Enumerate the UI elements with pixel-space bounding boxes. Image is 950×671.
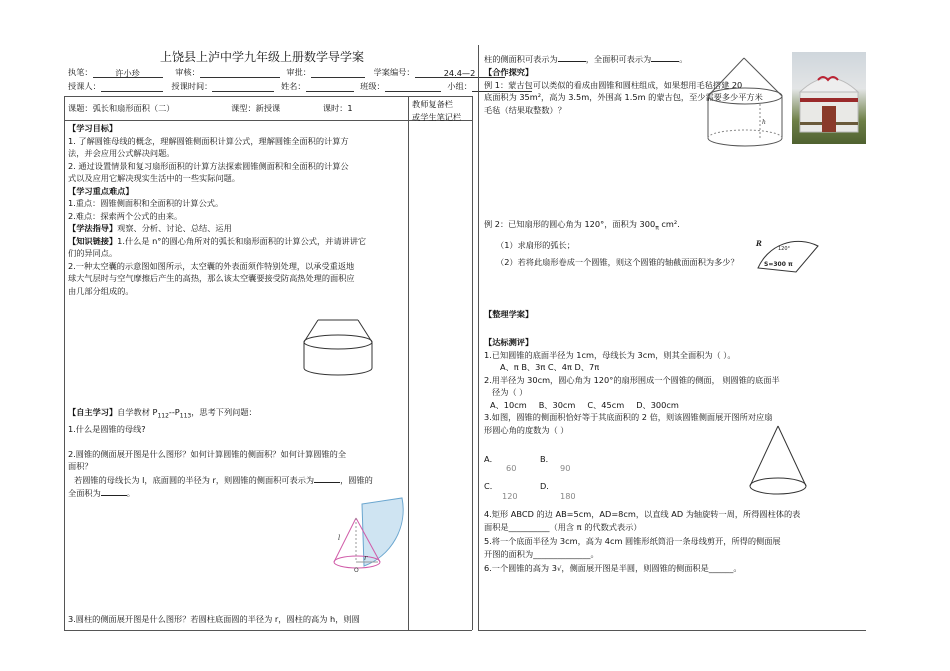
t3-option-a-val: 60 xyxy=(506,463,517,473)
right-top: 柱的侧面积可表示为 ，全面积可表示为 。 xyxy=(484,54,688,64)
label-o: O xyxy=(354,567,359,574)
fan-area-label: S=300 π xyxy=(764,261,793,268)
key-heading: 【学习重点难点】 xyxy=(68,185,134,196)
page-title: 上饶县上泸中学九年级上册数学导学案 xyxy=(160,50,365,64)
capsule-figure xyxy=(300,318,380,380)
label-r: r xyxy=(364,554,368,562)
meta-row-1: 执笔： 许小珍 审核： 审批： 学案编号： 24.4—2 xyxy=(68,66,505,78)
topic-row: 课题：弧长和扇形面积（二） 课型：新授课 课时：1 xyxy=(68,103,353,113)
label-h: h xyxy=(762,119,766,126)
t3-option-d: D． xyxy=(540,481,555,491)
label-l: l xyxy=(338,534,341,542)
coop-section: 【合作探究】 例 1：蒙古包可以类似的看成由圆锥和圆柱组成，如果想用毛毡搭建 20 底面积为 35m²，高为 3.5m，外围高 1.5m 的蒙古包，至少需要多少平方米 毛毡（结果取整数）？ xyxy=(484,67,763,115)
fan-radius-label: R xyxy=(756,239,762,248)
t3-option-d-val: 180 xyxy=(560,491,576,501)
yurt-photo xyxy=(792,52,866,144)
meta-row-2: 授课人： 授课时间： 姓名： 班级： 小组： xyxy=(68,80,532,92)
goals-heading: 【学习目标】 xyxy=(68,123,118,133)
self-study: 【自主学习】自学教材 $P_{112}--P_{113}$，思考下列问题： 1.什么是圆锥的母线? 2.圆锥的侧面展开图是什么图形？如何计算圆锥的侧面积？如何计算圆锥的全 面积？ 若圆锥的母线长为 l，底面圆的半径为 r，则圆锥的侧面积可表示为 ，圆锥的 全面积为 。 xyxy=(68,407,373,499)
cone-sector-figure xyxy=(318,490,408,590)
t3-option-b-val: 90 xyxy=(560,463,571,473)
t3-option-a: A． xyxy=(484,454,498,464)
fan-angle-label: 120° xyxy=(778,246,791,252)
author-field: 许小珍 xyxy=(93,67,163,78)
left-content: 【学习目标】 1. 了解圆锥母线的概念，理解圆锥侧面积计算公式，理解圆锥全面积的计算方 法，并会应用公式解决问题。 2. 通过设置情景和复习扇形面积的计算方法探索圆锥侧面积和全面积的计算公 式以及应用它解决现实生活中的一些实际问题。 【学习重点难点】 1.重点：圆锥侧面积和全面积的计算公式。 2.难点：探索两个公式的由来。 【学法指导】观察、分析、讨论、总结、运用 【知识链接】1.什么是 n°的圆心角所对的弧长和扇形面积的计算公式，并请讲讲它 们的异同点。 2.一种太空囊的示意图如图所示，太空囊的外表面须作特别处理，以承受重返地 球大气层时与空气摩擦后产生的高热，那么该太空囊要接受防高热处理的面积应 由几部分组成的。 xyxy=(68,122,404,297)
test-section: 【达标测评】 1.已知圆锥的底面半径为 1cm，母线长为 3cm，则其全面积为（ ）。 A、π B、3π C、4π D、7π 2.用半径为 30cm，圆心角为 120°的扇形围成一个圆锥的侧面， 则圆锥的底面半 径为（ ） A、10cm B、30cm C、45cm D、300cm 3.如图，圆锥的侧面积恰好等于其底面积的 2 倍，则该圆锥侧面展开图所对应扇 形圆心角的度数为（ ） xyxy=(484,337,780,435)
example-2: 例 2：已知扇形的圆心角为 120°，面积为 $300_\pi$ cm². （1）求扇形的弧长； （2）若将此扇形卷成一个圆锥，则这个圆锥的轴截面面积为多少？ xyxy=(484,219,739,267)
yurt-diagram xyxy=(700,54,790,152)
t3-cone-figure xyxy=(746,424,810,500)
fan-diagram xyxy=(756,240,826,274)
plan-number: 24.4—2 xyxy=(415,67,505,78)
t3-option-c: C． xyxy=(484,481,498,491)
arrange-heading: 【整理学案】 xyxy=(484,309,534,319)
t3-option-c-val: 120 xyxy=(502,491,518,501)
test-section-2: 4.矩形 ABCD 的边 AB=5cm，AD=8cm，以直线 AD 为轴旋转一周，所得圆柱体的表 面积是__________（用含 π 的代数式表示） 5.将一个底面半径为 3cm，高为 4cm 圆锥形纸筒沿一条母线剪开，所得的侧面展 开图的面积为______________。 6.一个圆锥的高为 3√，侧面展开图是半圆，则圆锥的侧面积是______。 xyxy=(484,509,801,573)
t3-option-b: B． xyxy=(540,454,554,464)
side-note: 教师复备栏 或学生笔记栏 xyxy=(412,99,462,122)
q3: 3.圆柱的侧面展开图是什么图形？若圆柱底面圆的半径为 r，圆柱的高为 h，则圆 xyxy=(68,614,360,624)
